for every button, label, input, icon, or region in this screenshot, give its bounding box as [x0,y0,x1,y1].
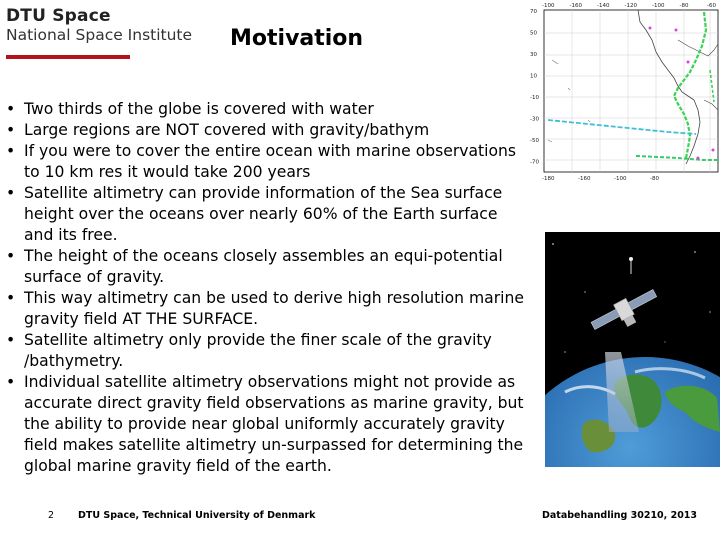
slide-title: Motivation [230,26,364,51]
map-tick-label: -140 [597,3,610,9]
bullet-text: Large regions are NOT covered with gravity/bathym [24,121,430,139]
map-tick-label: 70 [530,9,537,15]
map-tick-label: -80 [650,176,659,182]
map-tick-label: -160 [569,3,582,9]
map-tick-label: -70 [530,159,539,166]
bullet-dot: • [6,142,16,160]
bullet-text: This way altimetry can be used to derive high resolution marine gravity field AT THE SURFACE. [24,289,524,328]
altimetry-satellite-image [545,232,720,467]
map-tick-label: 10 [530,73,537,80]
logo-underline [6,55,130,59]
ship-track-map [528,0,720,182]
bullet-list [6,99,526,477]
bullet-item [6,120,526,141]
bullet-item [6,183,526,246]
map-tick-label: -80 [679,3,689,9]
logo-subtitle: National Space Institute [6,26,193,44]
bullet-text: If you were to cover the entire ocean with marine observations to 10 km res it would take 200 years [24,142,517,181]
bullet-dot: • [6,100,16,118]
map-tick-label: -60 [707,3,716,9]
map-tick-label: -10 [530,95,539,101]
map-tick-label: 50 [530,30,537,37]
bullet-text: Individual satellite altimetry observations might not provide as accurate direct gravity field observations as marine gravity, but the ability to provide near global uniformly accurately gravity field makes satellite altimetry un-surpassed for determining the global marine gravity field of the earth. [24,373,524,475]
map-tick-label: -100 [542,3,555,9]
map-tick-label: -160 [578,176,591,182]
bullet-text: The height of the oceans closely assembles an equi-potential surface of gravity. [24,247,503,286]
dtu-space-logo [6,6,192,44]
map-tick-label: -120 [624,3,637,9]
bullet-dot: • [6,331,16,349]
bullet-item [6,330,526,372]
bullet-dot: • [6,121,16,139]
bullet-item [6,288,526,330]
bullet-item [6,99,526,120]
map-tick-label: -30 [530,116,539,123]
map-tick-label: -50 [530,138,539,144]
page-number: 2 [48,510,55,521]
map-tick-label: -100 [614,176,627,182]
bullet-item [6,141,526,183]
bullet-text: Satellite altimetry only provide the finer scale of the gravity /bathymetry. [24,331,492,370]
map-tick-label: 30 [530,52,537,58]
bullet-item [6,372,526,477]
logo-title: DTU Space [6,6,111,26]
bullet-dot: • [6,373,16,391]
footer-organization: DTU Space, Technical University of Denmark [78,510,316,521]
bullet-text: Two thirds of the globe is covered with water [24,100,374,118]
bullet-text: Satellite altimetry can provide information of the Sea surface height over the oceans over nearly 60% of the Earth surface and its free. [24,184,503,244]
bullet-item [6,246,526,288]
bullet-dot: • [6,289,16,307]
map-tick-label: -100 [652,3,665,9]
footer-course: Databehandling 30210, 2013 [542,510,698,521]
bullet-dot: • [6,247,16,265]
bullet-dot: • [6,184,16,202]
map-tick-label: -180 [542,176,555,182]
